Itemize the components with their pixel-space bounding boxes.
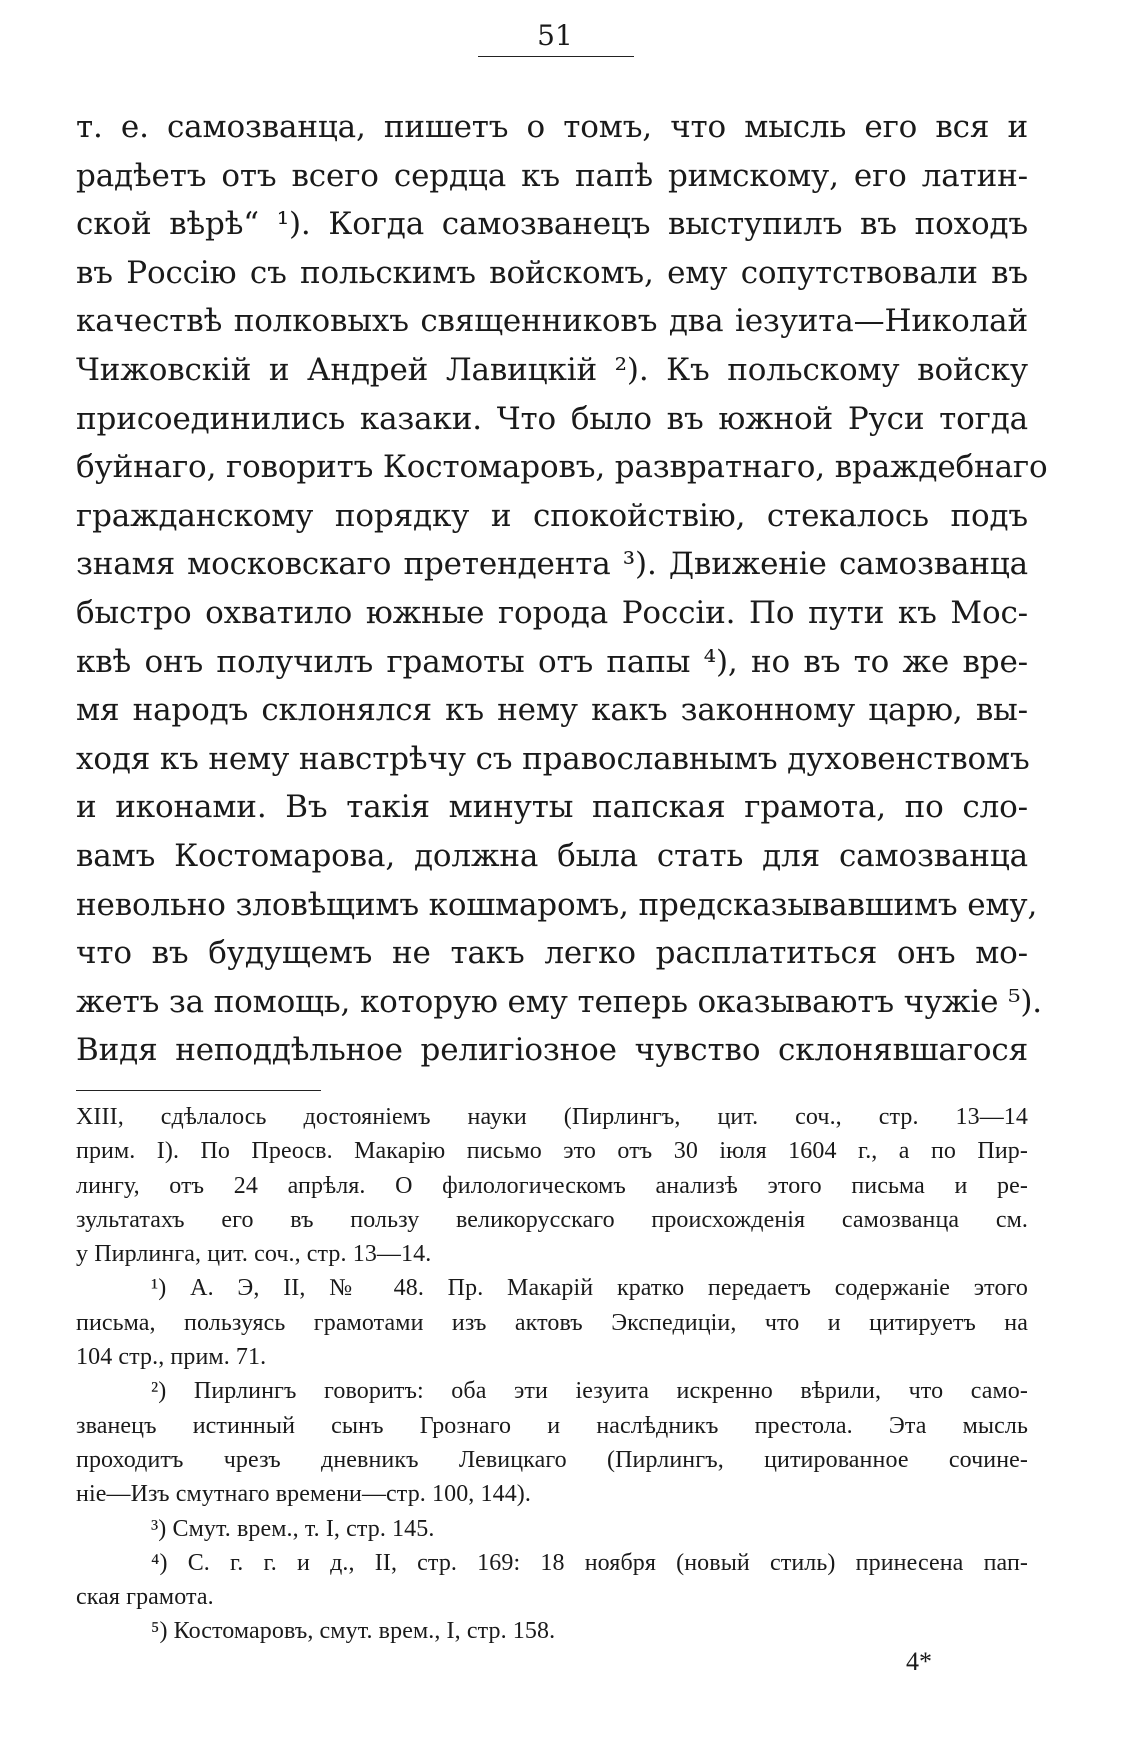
footnote-line: XIII, сдѣлалось достояніемъ науки (Пирлингъ, цит. соч., стр. 13—14 <box>76 1104 1028 1130</box>
footnote-line: ⁵) Костомаровъ, смут. врем., I, стр. 158. <box>151 1618 556 1645</box>
footnote-continuation <box>76 1100 1028 1271</box>
footnote-line: ніе—Изъ смутнаго времени—стр. 100, 144). <box>76 1481 531 1508</box>
main-text-line: быстро охватило южные города Россіи. По пути къ Мос- <box>76 594 1028 631</box>
page-number: 51 <box>537 19 573 52</box>
main-text-line: невольно зловѣщимъ кошмаромъ, предсказывавшимъ ему, <box>76 886 1038 923</box>
main-text-line: качествѣ полковыхъ священниковъ два іезуита—Николай <box>76 303 1028 340</box>
main-text-line: мя народъ склонялся къ нему какъ законному царю, вы- <box>76 692 1028 729</box>
main-text-line: въ Россію съ польскимъ войскомъ, ему сопутствовали въ <box>76 254 1028 291</box>
footnote-line: ¹) А. Э, II, № 48. Пр. Макарій кратко передаетъ содержаніе этого <box>151 1275 1028 1302</box>
signature-mark: 4* <box>906 1647 932 1676</box>
footnote-line: ⁴) С. г. г. и д., II, стр. 169: 18 ноября (новый стиль) принесена пап- <box>151 1549 1028 1576</box>
footnote-3 <box>76 1512 1028 1546</box>
footnote-line: зультатахъ его въ пользу великорусскаго происхожденія самозванца см. <box>76 1206 1028 1233</box>
page-number-rule <box>478 56 634 57</box>
main-text-line: буйнаго, говоритъ Костомаровъ, развратнаго, враждебнаго <box>76 449 1048 486</box>
footnote-line: письма, пользуясь грамотами изъ актовъ Экспедиціи, что и цитируетъ на <box>76 1309 1028 1336</box>
main-text-line: радѣетъ отъ всего сердца къ папѣ римскому, его латин- <box>76 157 1028 194</box>
main-text-line: гражданскому порядку и спокойствію, стекалось подъ <box>76 497 1028 534</box>
footnote-2 <box>76 1374 1028 1511</box>
footnote-line: прим. I). По Преосв. Макарію письмо это отъ 30 іюля 1604 г., а по Пир- <box>76 1138 1028 1165</box>
main-text-line: Чижовскій и Андрей Лавицкій ²). Къ польскому войску <box>76 351 1028 388</box>
main-text-line: ской вѣрѣ“ ¹). Когда самозванецъ выступилъ въ походъ <box>76 206 1028 243</box>
main-text-line: и иконами. Въ такія минуты папская грамота, по сло- <box>76 789 1028 826</box>
main-text-line: т. е. самозванца, пишетъ о томъ, что мысль его вся и <box>76 109 1028 145</box>
main-text-line: жетъ за помощь, которую ему теперь оказываютъ чужіе ⁵). <box>76 983 1042 1020</box>
footnote-line: у Пирлинга, цит. соч., стр. 13—14. <box>76 1241 432 1268</box>
main-text-line: Видя неподдѣльное религіозное чувство склонявшагося <box>76 1032 1028 1069</box>
main-text-line: ходя къ нему навстрѣчу съ православнымъ духовенствомъ <box>76 740 1030 777</box>
footnote-line: лингу, отъ 24 апрѣля. О филологическомъ анализѣ этого письма и ре- <box>76 1172 1028 1199</box>
main-text-line: что въ будущемъ не такъ легко расплатиться онъ мо- <box>76 935 1028 972</box>
footnote-separator <box>76 1090 321 1091</box>
footnote-5 <box>76 1614 1028 1648</box>
footnote-line: званецъ истинный сынъ Грознаго и наслѣдникъ престола. Эта мысль <box>76 1412 1028 1439</box>
footnote-line: ская грамота. <box>76 1584 214 1611</box>
footnote-line: проходитъ чрезъ дневникъ Левицкаго (Пирлингъ, цитированное сочине- <box>76 1446 1028 1473</box>
footnote-line: ³) Смут. врем., т. I, стр. 145. <box>151 1515 435 1542</box>
footnotes <box>76 1100 1028 1649</box>
footnote-line: ²) Пирлингъ говоритъ: оба эти іезуита искренно вѣрили, что само- <box>151 1378 1028 1405</box>
main-text <box>76 103 1048 1075</box>
footnote-line: 104 стр., прим. 71. <box>76 1344 267 1371</box>
main-text-line: вамъ Костомарова, должна была стать для самозванца <box>76 837 1028 874</box>
footnote-1 <box>76 1271 1028 1374</box>
main-text-line: присоединились казаки. Что было въ южной Руси тогда <box>76 400 1028 437</box>
main-text-line: знамя московскаго претендента ³). Движеніе самозванца <box>76 546 1028 583</box>
footnote-4 <box>76 1546 1028 1615</box>
main-text-line: квѣ онъ получилъ грамоты отъ папы ⁴), но въ то же вре- <box>76 643 1028 680</box>
